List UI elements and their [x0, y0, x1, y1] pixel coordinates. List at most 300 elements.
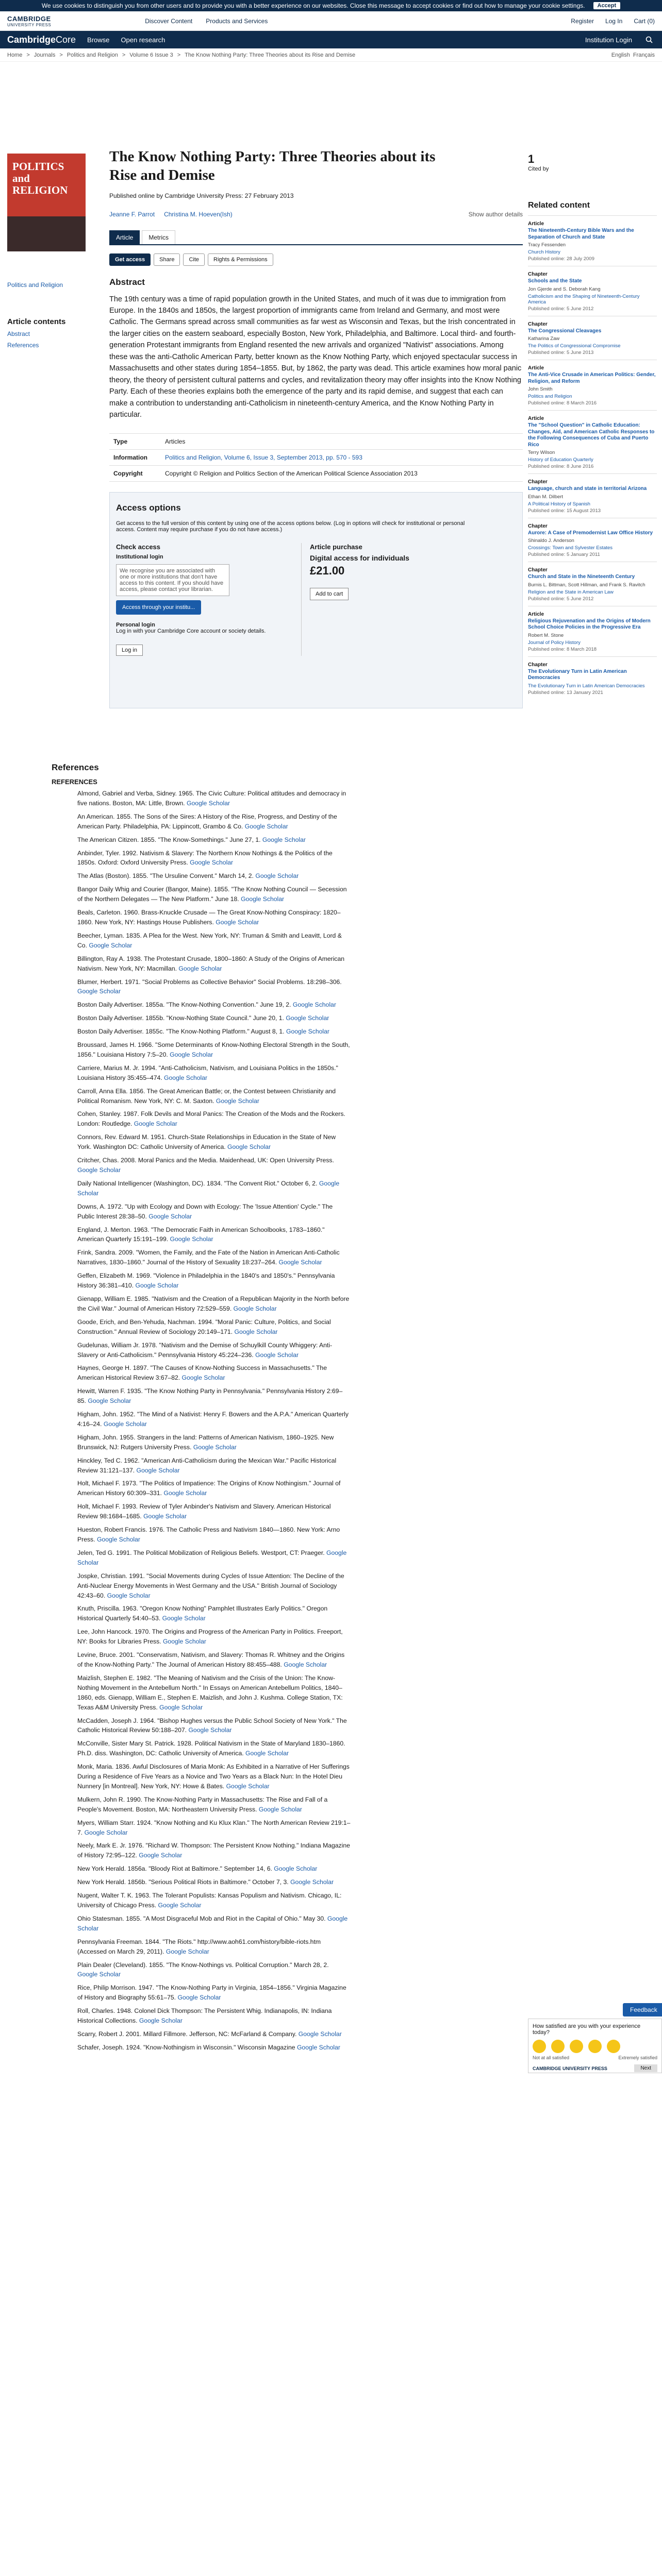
reference-item [77, 1456, 351, 1476]
reference-item [77, 1027, 351, 1037]
reference-text: New York Herald. 1856b. "Serious Political Riots in Baltimore." October 7, 3. [77, 1878, 289, 1886]
search-icon[interactable] [643, 34, 655, 45]
related-item [528, 410, 657, 473]
reference-item [77, 1739, 351, 1758]
google-scholar-link[interactable]: Google Scholar [162, 1615, 206, 1622]
register-link[interactable]: Register [571, 17, 594, 25]
related-authors: Robert M. Stone [528, 632, 564, 638]
reference-text: Higham, John. 1952. "The Mind of a Nativist: Henry F. Bowers and the A.P.A." American Quarterly 4:16–24. [77, 1411, 349, 1428]
author-link[interactable]: Christina M. Hoeven(Ish) [164, 210, 233, 218]
related-authors: Ethan M. Dilbert [528, 494, 564, 500]
reference-text: Carroll, Anna Ella. 1856. The Great American Battle; or, the Contest between Christianity and Political Romanism. New York, NY: C. M. Saxton. [77, 1087, 336, 1105]
google-scholar-link[interactable]: Google Scholar [89, 941, 133, 949]
reference-text: Gudelunas, William Jr. 1978. "Nativism and the Demise of Schuylkill County Whiggery: Anti-Slavery or Anti-Catholicism." Pennsylvania History 45:224–236. [77, 1341, 333, 1359]
meta-value-link[interactable]: Politics and Religion, Volume 6, Issue 3, September 2013, pp. 570 - 593 [165, 453, 362, 461]
related-item [528, 518, 657, 562]
related-journal-link[interactable]: History of Education Quarterly [528, 457, 593, 463]
related-content [528, 201, 657, 700]
google-scholar-link[interactable]: Google Scholar [245, 1750, 289, 1757]
reference-text: McConville, Sister Mary St. Patrick. 1928. Political Nativism in the State of Maryland 1830–1860. Ph.D. diss. Washington, DC: Catholic University of America. [77, 1740, 345, 1757]
reference-text: Holt, Michael F. 1973. "The Politics of Impatience: The Origins of Know Nothingism." Journal of American History 60:309–331. [77, 1480, 341, 1497]
google-scholar-link[interactable]: Google Scholar [103, 1420, 147, 1428]
cambridge-core-logo[interactable]: CambridgeCore [7, 34, 76, 45]
access-heading: Access options [116, 502, 181, 513]
reference-text: Levine, Bruce. 2001. "Conservatism, Nativism, and Slavery: Thomas R. Whitney and the Origins of the Know-Nothing Party." The Journal of American History 88:455–488. [77, 1651, 345, 1668]
google-scholar-link[interactable]: Google Scholar [159, 1703, 203, 1711]
reference-text: Broussard, James H. 1966. "Some Determinants of Know-Nothing Electoral Strength in the South, 1856." Louisiana History 7:5–20. [77, 1041, 350, 1058]
cup-logo[interactable]: CAMBRIDGE UNIVERSITY PRESS [7, 14, 52, 27]
meta-key: Information [113, 453, 147, 461]
related-type: Chapter [528, 567, 548, 573]
face-3-icon[interactable] [570, 2040, 583, 2053]
reference-text: Jelen, Ted G. 1991. The Political Mobilization of Religious Beliefs. Westport, CT: Praeger. [77, 1549, 325, 1556]
reference-text: Holt, Michael F. 1993. Review of Tyler Anbinder's Nativism and Slavery. American Historical Review 98:1684–1685. [77, 1503, 331, 1520]
article-tabs [109, 230, 523, 245]
reference-item [77, 2029, 351, 2039]
reference-text: Goode, Erich, and Ben-Yehuda, Nachman. 1994. "Moral Panic: Culture, Politics, and Social Construction." Annual Review of Sociology 20:149–171. [77, 1318, 331, 1335]
reference-item [77, 1795, 351, 1815]
reference-text: Billington, Ray A. 1938. The Protestant Crusade, 1800–1860: A Study of the Origins of American Nativism. New York, NY: Macmillan. [77, 955, 345, 972]
google-scholar-link[interactable]: Google Scholar [170, 1235, 213, 1243]
article-contents-heading: Article contents [7, 317, 66, 326]
google-scholar-link[interactable]: Google Scholar [135, 1282, 179, 1290]
reference-item [77, 977, 351, 997]
meta-value: Copyright © Religion and Politics Section of the American Political Science Association 2013 [165, 469, 418, 477]
price: £21.00 [310, 564, 345, 577]
related-heading: Related content [528, 201, 590, 210]
reference-item [77, 885, 351, 904]
google-scholar-link[interactable]: Google Scholar [296, 2043, 340, 2051]
reference-item [77, 789, 351, 808]
google-scholar-link[interactable]: Google Scholar [77, 988, 121, 995]
google-scholar-link[interactable]: Google Scholar [164, 1074, 208, 1081]
reference-item [77, 931, 351, 951]
article-contents [7, 317, 90, 353]
related-item [528, 215, 657, 266]
google-scholar-link[interactable]: Google Scholar [139, 1852, 183, 1859]
crumb-article: The Know Nothing Party: Three Theories about its Rise and Demise [185, 52, 356, 58]
related-date: Published online: 5 June 2012 [528, 306, 594, 312]
journal-cover[interactable] [7, 154, 86, 251]
reference-item [77, 1627, 351, 1647]
reference-item [77, 1983, 351, 2003]
google-scholar-link[interactable]: Google Scholar [255, 872, 299, 880]
tab-article[interactable]: Article [109, 230, 140, 244]
google-scholar-link[interactable]: Google Scholar [88, 1397, 131, 1405]
cover-title: POLITICS and RELIGION [12, 160, 68, 197]
google-scholar-link[interactable]: Google Scholar [216, 1097, 259, 1105]
cart-link[interactable]: Cart (0) [634, 17, 655, 25]
reference-item [77, 1225, 351, 1245]
check-access [116, 543, 302, 656]
google-scholar-link[interactable]: Google Scholar [77, 1549, 347, 1566]
cited-by-label: Cited by [528, 166, 549, 172]
cookie-text: We use cookies to distinguish you from other users and to provide you with a better experience on our websites. Close this message to accept cookies or find out how to manage your cookie settings. [41, 2, 585, 9]
reference-text: Higham, John. 1955. Strangers in the land: Patterns of American Nativism, 1860–1925. New Brunswick, NJ: Rutgers University Press. [77, 1433, 334, 1451]
reference-text: Hueston, Robert Francis. 1976. The Catholic Press and Nativism 1840—1860. New York: Arno Press. [77, 1526, 340, 1543]
survey-low-label: Not at all satisfied [533, 2055, 570, 2060]
reference-text: McCadden, Joseph J. 1964. "Bishop Hughes versus the Public School Society of New York." The Catholic Historical Review 50:188–207. [77, 1717, 347, 1734]
related-date: Published online: 8 March 2016 [528, 400, 597, 406]
google-scholar-link[interactable]: Google Scholar [96, 1536, 140, 1543]
google-scholar-link[interactable]: Google Scholar [258, 1805, 302, 1813]
related-date: Published online: 15 August 2013 [528, 507, 601, 514]
author-list [109, 211, 523, 218]
related-journal-link[interactable]: The Evolutionary Turn in Latin American Democracies [528, 683, 645, 689]
published-online: Published online by Cambridge University Press: 27 February 2013 [109, 192, 294, 199]
breadcrumb [0, 48, 662, 62]
reference-item [77, 1386, 351, 1406]
cite-button[interactable]: Cite [183, 253, 205, 266]
survey-powered: CAMBRIDGE UNIVERSITY PRESS [533, 2065, 607, 2071]
face-2-icon[interactable] [551, 2040, 565, 2053]
personal-login-text: Log in with your Cambridge Core account or society details. [116, 628, 266, 634]
reference-text: Myers, William Starr. 1924. "Know Nothing and Ku Klux Klan." The North American Review 219:1–7. [77, 1819, 351, 1836]
references-subheading: REFERENCES [52, 778, 97, 786]
related-title-link[interactable]: The Anti-Vice Crusade in American Politics: Gender, Religion, and Reform [528, 372, 656, 384]
google-scholar-link[interactable]: Google Scholar [77, 1179, 340, 1197]
reference-item [77, 1914, 351, 1934]
crumb-issue[interactable]: Volume 6 Issue 3 [129, 52, 173, 58]
related-item [528, 473, 657, 518]
access-intro: Get access to the full version of this content by using one of the access options below. (Log in options will check for institutional or personal access. Content may require purchase if you do not have access.) [116, 520, 465, 533]
reference-text: Bangor Daily Whig and Courier (Bangor, Maine). 1855. "The Know Nothing Council — Secession of the Northern Delegates — The New Platform." June 18. [77, 886, 347, 903]
related-date: Published online: 8 March 2018 [528, 646, 597, 652]
related-title-link[interactable]: The Nineteenth-Century Bible Wars and the Separation of Church and State [528, 228, 634, 240]
related-authors: Burnis L. Bittman, Scott Hillman, and Frank S. Ravitch [528, 582, 646, 588]
article-main [109, 147, 523, 708]
reference-item [77, 2006, 351, 2026]
related-item [528, 606, 657, 656]
related-journal-link[interactable]: Journal of Policy History [528, 639, 581, 646]
face-4-icon[interactable] [588, 2040, 602, 2053]
reference-text: Boston Daily Advertiser. 1855b. "Know-Nothing State Council." June 20, 1. [77, 1014, 284, 1022]
reference-text: Mulkern, John R. 1990. The Know-Nothing Party in Massachusetts: The Rise and Fall of a People's Movement. Boston, MA: Northeastern University Press. [77, 1795, 328, 1813]
reference-item [77, 1502, 351, 1521]
access-institution-button[interactable]: Access through your institu... [116, 600, 201, 615]
reference-text: Roll, Charles. 1948. Colonel Dick Thompson: The Persistent Whig. Indianapolis, IN: Indiana Historical Collections. [77, 2007, 332, 2025]
reference-text: Anbinder, Tyler. 1992. Nativism & Slavery: The Northern Know Nothings & the Politics of the 1850s. Oxford: Oxford University Press. [77, 849, 333, 867]
reference-text: New York Herald. 1856a. "Bloody Riot at Baltimore." September 14, 6. [77, 1865, 272, 1873]
reference-item [77, 1294, 351, 1314]
reference-item [77, 1363, 351, 1383]
login-link[interactable]: Log In [605, 17, 623, 25]
related-title-link[interactable]: The Congressional Cleavages [528, 328, 602, 334]
reference-text: Plain Dealer (Cleveland). 1855. "The Know-Nothings vs. Political Corruption." March 28, 2. [77, 1961, 329, 1969]
reference-item [77, 1525, 351, 1545]
google-scholar-link[interactable]: Google Scholar [255, 1351, 299, 1359]
reference-list [52, 789, 516, 2053]
google-scholar-link[interactable]: Google Scholar [290, 1878, 334, 1886]
get-access-button[interactable]: Get access [109, 253, 151, 266]
google-scholar-link[interactable]: Google Scholar [286, 1028, 329, 1036]
reference-text: Nugent, Walter T. K. 1963. The Tolerant Populists: Kansas Populism and Nativism. Chicago, IL: University of Chicago Press. [77, 1892, 342, 1909]
related-type: Chapter [528, 272, 548, 277]
reference-text: Gienapp, William E. 1985. "Nativism and the Creation of a Republican Majority in the North before the Civil War." Journal of American History 72:529–559. [77, 1295, 350, 1312]
reference-text: Blumer, Herbert. 1971. "Social Problems as Collective Behavior" Social Problems. 18:298–306. [77, 978, 342, 986]
reference-item [77, 1891, 351, 1910]
google-scholar-link[interactable]: Google Scholar [134, 1120, 177, 1128]
reference-text: Beals, Carleton. 1960. Brass-Knuckle Crusade — The Great Know-Nothing Conspiracy: 1820–1860. New York, NY: Hastings House Publishers. [77, 909, 341, 926]
reference-item [77, 1156, 351, 1175]
related-type: Chapter [528, 662, 548, 668]
crumb-home[interactable]: Home [7, 52, 23, 58]
reference-item [77, 1179, 351, 1198]
main-nav [0, 31, 662, 48]
google-scholar-link[interactable]: Google Scholar [188, 1726, 232, 1734]
discover-content-link[interactable]: Discover Content [145, 17, 193, 25]
related-authors: Tracy Fessenden [528, 242, 566, 248]
google-scholar-link[interactable]: Google Scholar [162, 1638, 206, 1646]
related-journal-link[interactable]: Church History [528, 249, 560, 255]
survey-question: How satisfied are you with your experience today? [533, 2023, 641, 2036]
related-authors: Terry Wilson [528, 450, 555, 455]
top-bar [0, 11, 662, 31]
google-scholar-link[interactable]: Google Scholar [292, 1001, 336, 1009]
related-title-link[interactable]: Church and State in the Nineteenth Century [528, 574, 635, 580]
institution-login[interactable]: Institution Login [585, 36, 632, 44]
related-date: Published online: 8 June 2016 [528, 464, 594, 469]
reference-text: Haynes, George H. 1897. "The Causes of Know-Nothing Success in Massachusetts." The American Historical Review 3:67–82. [77, 1364, 327, 1382]
google-scholar-link[interactable]: Google Scholar [177, 1994, 221, 2002]
google-scholar-link[interactable]: Google Scholar [148, 1212, 192, 1220]
related-title-link[interactable]: Religious Rejuvenation and the Origins of Modern School Choice Policies in the Progressive Era [528, 618, 651, 630]
journal-link[interactable]: Politics and Religion [7, 281, 63, 289]
crumb-journal[interactable]: Politics and Religion [67, 52, 118, 58]
reference-text: Critcher, Chas. 2008. Moral Panics and the Media. Maidenhead, UK: Open University Press. [77, 1157, 334, 1164]
google-scholar-link[interactable]: Google Scholar [190, 859, 234, 867]
related-authors: John Smith [528, 386, 553, 392]
google-scholar-link[interactable]: Google Scholar [181, 1374, 225, 1382]
google-scholar-link[interactable]: Google Scholar [170, 1050, 213, 1058]
related-type: Article [528, 416, 544, 421]
cookie-banner [0, 0, 662, 11]
browse-menu[interactable]: Browse [87, 36, 110, 44]
show-author-details[interactable]: Show author details [468, 210, 523, 218]
reference-text: The Atlas (Boston). 1855. "The Ursuline Convent." March 14, 2. [77, 872, 254, 880]
related-item [528, 562, 657, 606]
products-services-link[interactable]: Products and Services [206, 17, 268, 25]
reference-text: Cohen, Stanley. 1987. Folk Devils and Moral Panics: The Creation of the Mods and the Rockers. London: Routledge. [77, 1110, 345, 1128]
crumb-sep: > [122, 52, 126, 58]
reference-item [77, 2043, 351, 2053]
face-5-icon[interactable] [607, 2040, 620, 2053]
reference-item [77, 908, 351, 927]
related-type: Chapter [528, 321, 548, 327]
reference-item [77, 1604, 351, 1623]
google-scholar-link[interactable]: Google Scholar [77, 1166, 121, 1174]
google-scholar-link[interactable]: Google Scholar [241, 895, 285, 903]
reference-text: Hewitt, Warren F. 1935. "The Know Nothing Party in Pennsylvania." Pennsylvania History 2:69–85. [77, 1387, 343, 1405]
google-scholar-link[interactable]: Google Scholar [216, 918, 259, 926]
google-scholar-link[interactable]: Google Scholar [178, 964, 222, 972]
purchase-sub: Digital access for individuals [310, 553, 409, 562]
reference-item [77, 1248, 351, 1267]
contents-references-link[interactable]: References [7, 342, 39, 349]
lang-en[interactable]: English [611, 52, 630, 58]
cited-by-count: 1 [528, 152, 535, 165]
google-scholar-link[interactable]: Google Scholar [158, 1902, 202, 1909]
crumb-sep: > [59, 52, 63, 58]
reference-item [77, 1716, 351, 1736]
google-scholar-link[interactable]: Google Scholar [274, 1865, 318, 1873]
reference-item [77, 1000, 351, 1010]
reference-item [77, 1063, 351, 1083]
author-link[interactable]: Jeanne F. Parrot [109, 210, 155, 218]
meta-row [109, 434, 523, 450]
reference-text: Carriere, Marius M. Jr. 1994. "Anti-Catholicism, Nativism, and Louisiana Politics in the 1850s." Louisiana History 35:455–474. [77, 1064, 338, 1081]
google-scholar-link[interactable]: Google Scholar [84, 1828, 128, 1836]
related-journal-link[interactable]: Politics and Religion [528, 394, 572, 399]
google-scholar-link[interactable]: Google Scholar [286, 1014, 329, 1022]
purchase-heading: Article purchase [310, 543, 362, 551]
crumb-journals[interactable]: Journals [34, 52, 56, 58]
reference-text: Neely, Mark E. Jr. 1976. "Richard W. Thompson: The Persistent Know Nothing." Indiana Magazine of History 72:95–122. [77, 1842, 350, 1859]
related-title-link[interactable]: The Evolutionary Turn in Latin American Democracies [528, 668, 627, 681]
related-item [528, 656, 657, 700]
reference-item [77, 849, 351, 868]
google-scholar-link[interactable]: Google Scholar [226, 1782, 270, 1790]
institution-note: We recognise you are associated with one or more institutions that don't have access to this content. If you should have access, please contact your librarian. [116, 564, 229, 596]
article-actions [109, 253, 523, 266]
related-journal-link[interactable]: Religion and the State in American Law [528, 589, 614, 595]
reference-text: Monk, Maria. 1836. Awful Disclosures of Maria Monk: As Exhibited in a Narrative of Her Sufferings During a Residence of Five Years as a Novice and Two Years as a Black Nun: In the Hotel Dieu Nunnery [in Montreal]. New York, NY: Howe & Bates. [77, 1763, 350, 1790]
reference-item [77, 1109, 351, 1129]
reference-text: Boston Daily Advertiser. 1855c. "The Know-Nothing Platform." August 8, 1. [77, 1028, 285, 1036]
reference-item [77, 812, 351, 832]
meta-key: Type [113, 437, 128, 445]
related-title-link[interactable]: Aurore: A Case of Premodernist Law Office History [528, 530, 653, 536]
related-title-link[interactable]: Language, church and state in territorial Arizona [528, 486, 647, 492]
related-date: Published online: 13 January 2021 [528, 689, 603, 696]
reference-item [77, 1548, 351, 1568]
google-scholar-link[interactable]: Google Scholar [233, 1304, 277, 1312]
related-date: Published online: 5 June 2012 [528, 596, 594, 602]
tab-metrics[interactable]: Metrics [142, 230, 175, 244]
related-item [528, 360, 657, 410]
survey-high-label: Extremely satisfied [618, 2055, 657, 2060]
google-scholar-link[interactable]: Google Scholar [143, 1513, 187, 1520]
google-scholar-link[interactable]: Google Scholar [187, 799, 230, 807]
reference-item [77, 1040, 351, 1060]
open-research-menu[interactable]: Open research [121, 36, 166, 44]
google-scholar-link[interactable]: Google Scholar [107, 1591, 151, 1599]
related-journal-link[interactable]: The Politics of Congressional Compromise [528, 343, 621, 349]
related-date: Published online: 28 July 2009 [528, 256, 594, 262]
reference-item [77, 1841, 351, 1860]
reference-text: Maizlish, Stephen E. 1982. "The Meaning of Nativism and the Crisis of the Union: The Know-Nothing Movement in the Antebellum North." In Essays on American Antebellum Politics, 1840–1860, eds. Gienapp, William E., Stephen E. Maizlish, and John J. Kushma. College Station, TX: Texas A&M University Press. [77, 1674, 343, 1711]
article-purchase [310, 543, 409, 656]
meta-row [109, 466, 523, 482]
related-date: Published online: 5 June 2013 [528, 350, 594, 355]
related-journal-link[interactable]: Crossings: Town and Sylvester Estates [528, 545, 613, 551]
article-title: The Know Nothing Party: Three Theories about its Rise and Demise [109, 148, 436, 184]
google-scholar-link[interactable]: Google Scholar [262, 836, 306, 843]
reference-item [77, 835, 351, 845]
crumb-sep: > [177, 52, 181, 58]
reference-item [77, 1479, 351, 1498]
google-scholar-link[interactable]: Google Scholar [193, 1443, 237, 1451]
reference-item [77, 1087, 351, 1106]
google-scholar-link[interactable]: Google Scholar [227, 1143, 271, 1151]
rights-permissions-button[interactable]: Rights & Permissions [208, 253, 273, 266]
related-type: Article [528, 611, 544, 617]
related-authors: Shinaldo J. Anderson [528, 538, 574, 544]
login-button[interactable]: Log in [116, 645, 143, 656]
share-button[interactable]: Share [154, 253, 180, 266]
reference-item [77, 1877, 351, 1887]
reference-text: Pennsylvania Freeman. 1844. "The Riots." http://www.aoh61.com/history/bible-riots.htm (Accessed on March 29, 2011). [77, 1938, 321, 1955]
add-to-cart-button[interactable]: Add to cart [310, 588, 349, 600]
article-meta [109, 433, 523, 482]
reference-text: Ohio Statesman. 1855. "A Most Disgraceful Mob and Riot in the Capital of Ohio." May 30. [77, 1914, 326, 1922]
reference-text: An American. 1855. The Sons of the Sires: A History of the Rise, Progress, and Destiny of the American Party. Philadelphia, PA: Lippincott, Grambo & Co. [77, 812, 337, 830]
face-1-icon[interactable] [533, 2040, 546, 2053]
related-journal-link[interactable]: Catholicism and the Shaping of Nineteenth-Century America [528, 293, 640, 305]
reference-item [77, 1673, 351, 1713]
google-scholar-link[interactable]: Google Scholar [244, 822, 288, 830]
reference-text: Boston Daily Advertiser. 1855a. "The Know-Nothing Convention." June 19, 2. [77, 1001, 291, 1009]
reference-item [77, 954, 351, 974]
contents-abstract-link[interactable]: Abstract [7, 330, 30, 337]
satisfaction-survey [528, 2019, 662, 2073]
google-scholar-link[interactable]: Google Scholar [278, 1259, 322, 1266]
reference-text: Beecher, Lyman. 1835. A Plea for the West. New York, NY: Truman & Smith and Leavitt, Lord & Co. [77, 931, 342, 949]
reference-text: Lee, John Hancock. 1970. The Origins and Progress of the American Party in Politics. Freeport, NY: Books for Libraries Press. [77, 1628, 343, 1646]
cited-by[interactable] [528, 152, 565, 172]
reference-item [77, 1317, 351, 1337]
reference-text: Connors, Rev. Edward M. 1951. Church-State Relationships in Education in the State of New York. Washington DC: Catholic University of America. [77, 1133, 336, 1151]
google-scholar-link[interactable]: Google Scholar [284, 1660, 327, 1668]
institutional-login-label: Institutional login [116, 553, 163, 560]
check-access-heading: Check access [116, 543, 161, 551]
related-type: Chapter [528, 523, 548, 529]
google-scholar-link[interactable]: Google Scholar [77, 1971, 121, 1978]
personal-login-label: Personal login [116, 621, 155, 628]
related-title-link[interactable]: Schools and the State [528, 278, 582, 284]
feedback-button[interactable]: Feedback [623, 2003, 662, 2016]
reference-item [77, 1202, 351, 1222]
reference-item [77, 1960, 351, 1980]
reference-text: The American Citizen. 1855. "The Know-Somethings." June 27, 1. [77, 836, 261, 843]
reference-item [77, 1013, 351, 1023]
reference-text: Geffen, Elizabeth M. 1969. "Violence in Philadelphia in the 1840's and 1850's." Pennsylvania History 36:381–410. [77, 1272, 335, 1290]
related-type: Article [528, 365, 544, 371]
reference-text: Schafer, Joseph. 1924. "Know-Nothingism in Wisconsin." Wisconsin Magazine [77, 2043, 295, 2051]
google-scholar-link[interactable]: Google Scholar [77, 1914, 348, 1932]
reference-item [77, 1410, 351, 1429]
crumb-sep: > [26, 52, 30, 58]
related-date: Published online: 5 January 2011 [528, 552, 600, 557]
google-scholar-link[interactable]: Google Scholar [298, 2030, 342, 2038]
cookie-accept-button[interactable]: Accept [593, 2, 621, 9]
related-title-link[interactable]: The "School Question" in Catholic Education: Changes, Aid, and American Catholic Responses to the Following Consequences of Cuba and Puerto Rico [528, 422, 655, 448]
reference-text: Frink, Sandra. 2009. "Women, the Family, and the Fate of the Nation in American Anti-Catholic Narratives, 1830–1860." Journal of the History of Sexuality 18:237–264. [77, 1249, 340, 1266]
google-scholar-link[interactable]: Google Scholar [234, 1328, 278, 1335]
references-heading: References [52, 762, 99, 772]
google-scholar-link[interactable]: Google Scholar [136, 1466, 180, 1474]
google-scholar-link[interactable]: Google Scholar [139, 2017, 183, 2025]
related-item [528, 316, 657, 360]
reference-text: Hinckley, Ted C. 1962. "American Anti-Catholicism during the Mexican War." Pacific Historical Review 31:121–137. [77, 1456, 337, 1474]
meta-row [109, 450, 523, 466]
survey-next-button[interactable]: Next [634, 2064, 657, 2072]
google-scholar-link[interactable]: Google Scholar [163, 1489, 207, 1497]
related-journal-link[interactable]: A Political History of Spanish [528, 501, 590, 507]
reference-item [77, 1650, 351, 1670]
lang-fr[interactable]: Français [633, 52, 655, 58]
google-scholar-link[interactable]: Google Scholar [166, 1947, 209, 1955]
